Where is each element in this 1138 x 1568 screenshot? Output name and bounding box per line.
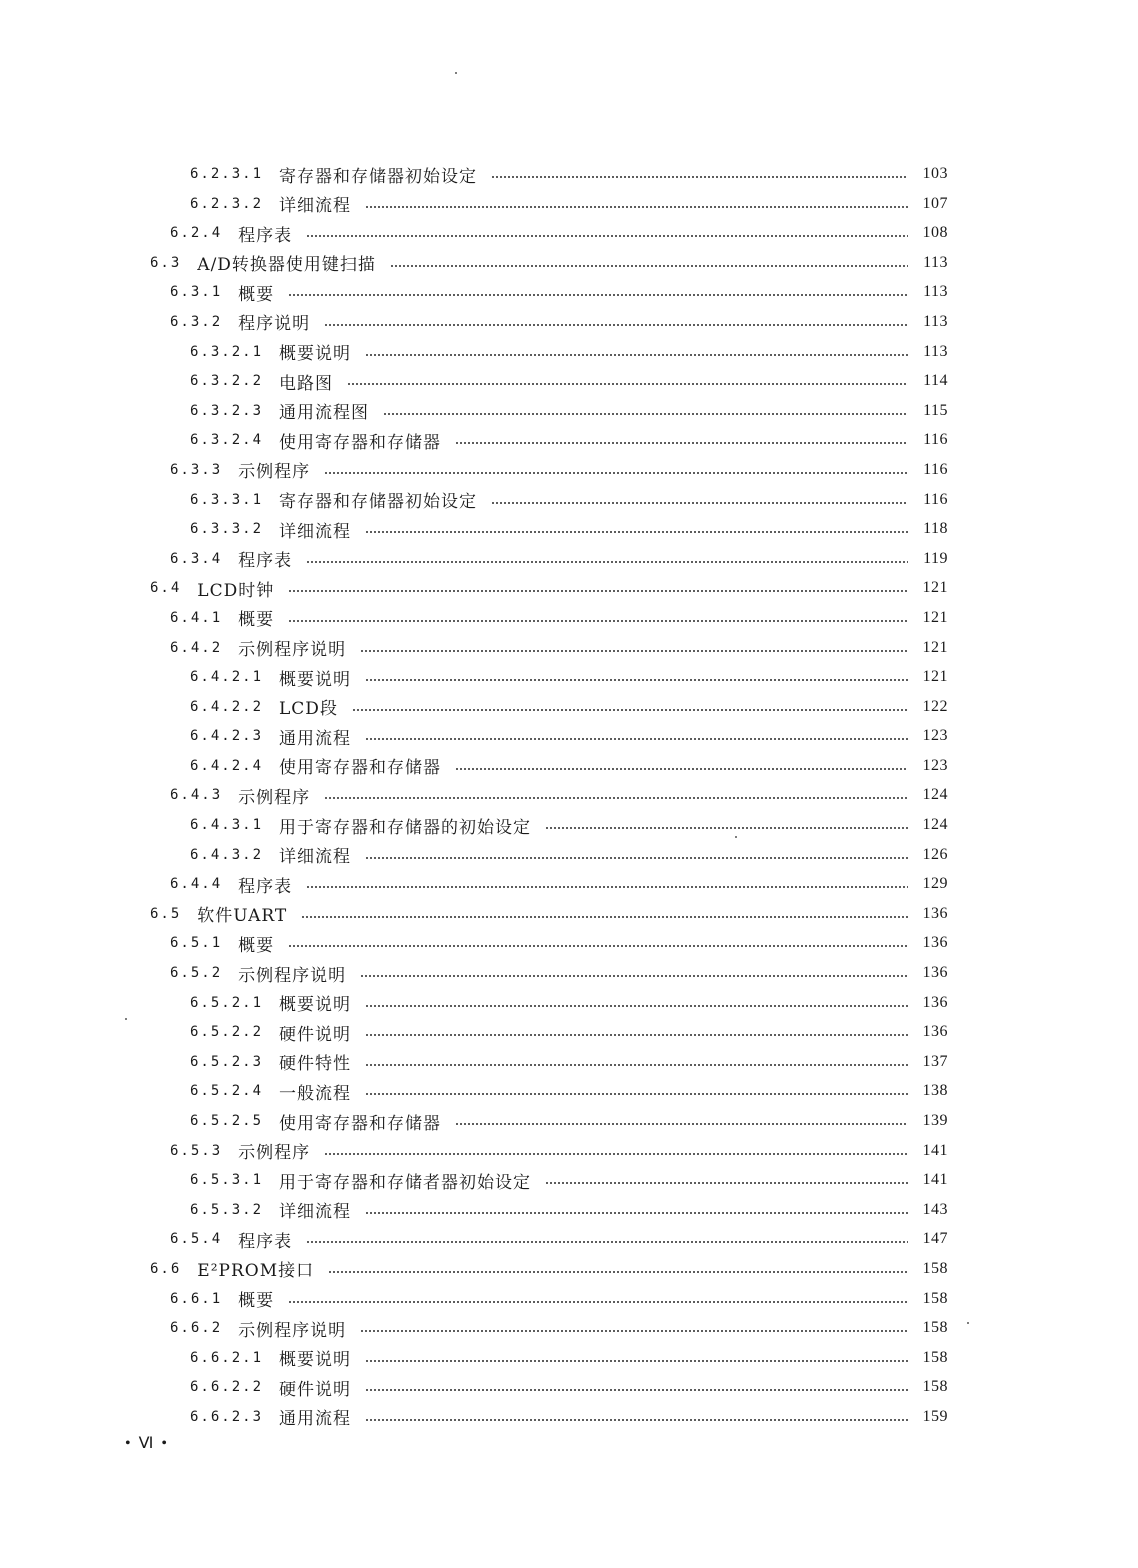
toc-row [0,397,1138,427]
toc-entry [170,278,948,306]
section-number: 6.2.4 [170,225,223,242]
section-title: 详细流程 [279,847,352,868]
toc-entry [170,870,948,898]
toc-entry [150,249,948,277]
toc-row [0,1048,1138,1078]
dot-leader [365,1093,908,1095]
toc-row [0,1314,1138,1344]
toc-entry [190,190,948,218]
dot-leader [360,650,908,652]
dot-leader [365,354,908,356]
dot-leader [455,1123,908,1125]
toc-row [0,308,1138,338]
page-number: 136 [922,934,948,952]
dot-leader [383,413,908,415]
section-number: 6.3.2 [170,313,223,330]
page-number: 138 [922,1082,948,1100]
scan-speck [455,72,457,74]
section-number: 6.3.2.2 [190,373,264,390]
section-title: 程序表 [238,1231,293,1252]
toc-entry [170,545,948,573]
dot-leader [365,1034,908,1036]
dot-leader [365,1419,908,1421]
toc-row [0,663,1138,693]
scan-speck [735,836,737,838]
toc-row [0,367,1138,397]
toc-row [0,634,1138,664]
dot-leader [306,886,908,888]
section-number: 6.5.2.1 [190,994,264,1011]
page-number: 121 [922,608,948,626]
section-number: 6.5.2.3 [190,1053,264,1070]
section-title: 示例程序 [238,1143,311,1164]
toc-entry [150,900,948,928]
section-number: 6.4 [150,580,182,597]
toc-entry [190,989,948,1017]
section-number: 6.6.2 [170,1320,223,1337]
toc-row [0,604,1138,634]
section-number: 6.3.1 [170,284,223,301]
section-number: 6.4.3 [170,787,223,804]
toc-row [0,1344,1138,1374]
section-number: 6.6.2.1 [190,1349,264,1366]
dot-leader [288,945,908,947]
toc-entry [190,515,948,543]
dot-leader [324,1153,908,1155]
section-title: 概要说明 [279,995,352,1016]
page-number: 159 [922,1407,948,1425]
page-number: 113 [923,253,948,271]
section-title: 示例程序说明 [238,965,347,986]
section-number: 6.5.2.2 [190,1024,264,1041]
dot-leader [347,383,908,385]
toc-row [0,1225,1138,1255]
section-number: 6.6.2.2 [190,1379,264,1396]
scan-speck [967,1322,969,1324]
toc-row [0,722,1138,752]
toc-entry [190,486,948,514]
scan-speck [125,1018,127,1020]
page-number: 136 [922,964,948,982]
toc-row [0,219,1138,249]
section-title: 概要 [238,284,275,305]
toc-row [0,278,1138,308]
section-title: 程序表 [238,876,293,897]
toc-row [0,1373,1138,1403]
page-number: 141 [922,1141,948,1159]
dot-leader [545,827,908,829]
toc-row [0,693,1138,723]
page-number: 113 [923,312,948,330]
page-number: 158 [922,1289,948,1307]
toc-row [0,426,1138,456]
page-number: 116 [923,460,948,478]
section-number: 6.3.2.4 [190,432,264,449]
page-number: 139 [922,1112,948,1129]
toc-row [0,1077,1138,1107]
dot-leader [324,324,908,326]
dot-leader [288,620,908,622]
toc-entry [170,308,948,336]
section-title: 使用寄存器和存储器 [279,432,442,453]
section-title: A/D转换器使用键扫描 [197,255,376,276]
dot-leader [306,235,908,237]
section-number: 6.3.3.1 [190,491,264,508]
dot-leader [491,502,908,504]
section-number: 6.3.3 [170,461,223,478]
section-title: 概要 [238,610,275,631]
toc-entry [190,663,948,691]
page-number: 126 [922,845,948,863]
toc-entry [170,1225,948,1253]
dot-leader [390,265,908,267]
page-number: 136 [922,904,948,922]
section-number: 6.5.1 [170,935,223,952]
table-of-contents [0,160,1138,1433]
dot-leader [365,1064,908,1066]
section-number: 6.6.2.3 [190,1408,264,1425]
section-title: 用于寄存器和存储者器初始设定 [279,1172,532,1193]
page-number: 119 [923,549,948,567]
dot-leader [301,916,908,918]
page-number: 141 [922,1171,948,1189]
section-number: 6.5.2.4 [190,1083,264,1100]
section-title: 寄存器和存储器初始设定 [279,166,478,187]
section-number: 6.5.3.1 [190,1172,264,1189]
page-number: 143 [922,1200,948,1218]
page-number: 158 [922,1348,948,1366]
toc-entry [170,781,948,809]
toc-row [0,190,1138,220]
dot-leader [365,679,908,681]
toc-entry [190,397,948,425]
page-number: 124 [922,786,948,804]
toc-row [0,811,1138,841]
section-title: 程序表 [238,225,293,246]
section-title: LCD时钟 [197,580,275,601]
dot-leader [324,797,908,799]
section-title: 概要说明 [279,344,352,365]
section-title: 使用寄存器和存储器 [279,1113,442,1134]
dot-leader [365,1212,908,1214]
section-title: 通用流程 [279,728,352,749]
dot-leader [365,1005,908,1007]
section-title: 概要 [238,1291,275,1312]
toc-row [0,1166,1138,1196]
section-title: E²PROM接口 [197,1261,315,1282]
section-number: 6.3.4 [170,550,223,567]
toc-entry [170,456,948,484]
toc-row [0,1137,1138,1167]
toc-entry [190,1166,948,1194]
page-number: 129 [922,875,948,893]
section-title: 示例程序 [238,462,311,483]
toc-entry [190,160,948,188]
page-number: 158 [922,1259,948,1277]
page-number: 136 [922,1023,948,1041]
section-title: 概要说明 [279,1350,352,1371]
toc-entry [170,1285,948,1313]
page-number-footer: • Ⅵ • [125,1435,169,1452]
section-title: 通用流程 [279,1409,352,1430]
toc-entry [170,1314,948,1342]
section-number: 6.6 [150,1260,182,1277]
dot-leader [288,294,908,296]
toc-entry [190,752,948,780]
section-number: 6.5.3.2 [190,1201,264,1218]
dot-leader [365,206,908,208]
toc-row [0,929,1138,959]
section-number: 6.6.1 [170,1290,223,1307]
toc-row [0,574,1138,604]
section-number: 6.5.2 [170,965,223,982]
dot-leader [288,1301,908,1303]
section-number: 6.5 [150,905,182,922]
toc-row [0,486,1138,516]
toc-row [0,545,1138,575]
section-title: 详细流程 [279,1202,352,1223]
dot-leader [352,709,908,711]
dot-leader [328,1271,908,1273]
dot-leader [360,975,908,977]
page-number: 114 [923,372,948,390]
page-number: 113 [923,342,948,360]
page-number: 124 [922,816,948,834]
page-number: 121 [922,638,948,656]
dot-leader [365,738,908,740]
toc-entry [170,219,948,247]
page-number: 123 [922,727,948,745]
section-number: 6.2.3.2 [190,195,264,212]
toc-entry [170,929,948,957]
toc-entry [190,1196,948,1224]
toc-row [0,781,1138,811]
dot-leader [360,1330,908,1332]
section-number: 6.4.2.3 [190,728,264,745]
toc-entry [190,722,948,750]
section-title: 使用寄存器和存储器 [279,758,442,779]
toc-row [0,338,1138,368]
toc-row [0,1107,1138,1137]
page-number: 103 [922,165,948,182]
toc-row [0,456,1138,486]
dot-leader [365,1360,908,1362]
page-number: 158 [922,1378,948,1396]
section-title: 概要 [238,935,275,956]
section-title: 程序表 [238,551,293,572]
section-title: 硬件特性 [279,1054,352,1075]
section-number: 6.5.3 [170,1142,223,1159]
toc-row [0,959,1138,989]
toc-entry [170,634,948,662]
section-number: 6.4.3.1 [190,817,264,834]
section-title: 电路图 [279,373,334,394]
toc-row [0,1285,1138,1315]
toc-entry [190,367,948,395]
dot-leader [545,1182,908,1184]
section-number: 6.4.1 [170,609,223,626]
section-title: 程序说明 [238,314,311,335]
section-title: 详细流程 [279,196,352,217]
toc-entry [190,338,948,366]
section-title: 硬件说明 [279,1024,352,1045]
dot-leader [324,472,908,474]
section-title: 一般流程 [279,1083,352,1104]
section-number: 6.4.2 [170,639,223,656]
toc-row [0,752,1138,782]
page-number: 122 [922,697,948,715]
section-title: 示例程序 [238,787,311,808]
toc-row [0,160,1138,190]
page-number: 121 [922,668,948,686]
page-number: 108 [922,224,948,242]
section-number: 6.4.2.4 [190,757,264,774]
section-number: 6.4.3.2 [190,846,264,863]
toc-row [0,1403,1138,1433]
page-number: 158 [922,1319,948,1337]
toc-entry [170,959,948,987]
section-number: 6.2.3.1 [190,166,264,182]
section-number: 6.5.2.5 [190,1113,264,1129]
page-number: 113 [923,283,948,301]
toc-entry [190,1077,948,1105]
page-number: 115 [923,401,948,419]
page-number: 116 [923,431,948,449]
toc-row [0,841,1138,871]
section-title: 概要说明 [279,669,352,690]
dot-leader [306,1241,908,1243]
toc-entry [190,1403,948,1431]
section-title: 详细流程 [279,521,352,542]
section-number: 6.4.2.2 [190,698,264,715]
page-number: 147 [922,1230,948,1248]
section-title: 示例程序说明 [238,1320,347,1341]
dot-leader [455,442,908,444]
toc-entry [150,574,948,602]
section-title: 示例程序说明 [238,640,347,660]
toc-entry [190,841,948,869]
toc-entry [190,426,948,454]
dot-leader [365,531,908,533]
page-number: 118 [923,520,948,538]
page-number: 107 [922,194,948,212]
toc-entry [190,1018,948,1046]
section-number: 6.3.2.3 [190,402,264,419]
section-number: 6.5.4 [170,1231,223,1248]
toc-entry [170,604,948,632]
section-title: 软件UART [197,906,288,927]
section-number: 6.3 [150,254,182,271]
dot-leader [365,1389,908,1391]
section-title: 寄存器和存储器初始设定 [279,492,478,513]
toc-entry [150,1255,948,1283]
section-title: 通用流程图 [279,403,370,424]
toc-entry [190,1048,948,1076]
toc-row [0,1255,1138,1285]
toc-entry [190,811,948,839]
toc-entry [190,1344,948,1372]
page-number: 116 [923,490,948,508]
dot-leader [306,561,908,563]
dot-leader [288,590,908,592]
toc-row [0,515,1138,545]
toc-row [0,1196,1138,1226]
page-number: 136 [922,993,948,1011]
dot-leader [365,857,908,859]
toc-entry [190,1107,948,1135]
section-title: 硬件说明 [279,1379,352,1400]
section-title: 用于寄存器和存储器的初始设定 [279,817,532,838]
toc-entry [190,1373,948,1401]
page-number: 137 [922,1052,948,1070]
toc-row [0,900,1138,930]
section-number: 6.4.2.1 [190,669,264,686]
section-number: 6.3.3.2 [190,521,264,538]
page-number: 123 [922,756,948,774]
toc-entry [190,693,948,721]
dot-leader [455,768,908,770]
toc-row [0,1018,1138,1048]
toc-row [0,870,1138,900]
toc-row [0,989,1138,1019]
page-number: 121 [922,579,948,597]
section-number: 6.4.4 [170,876,223,893]
toc-row [0,249,1138,279]
section-title: LCD段 [279,699,338,720]
dot-leader [491,176,908,178]
toc-entry [170,1137,948,1165]
section-number: 6.3.2.1 [190,343,264,360]
